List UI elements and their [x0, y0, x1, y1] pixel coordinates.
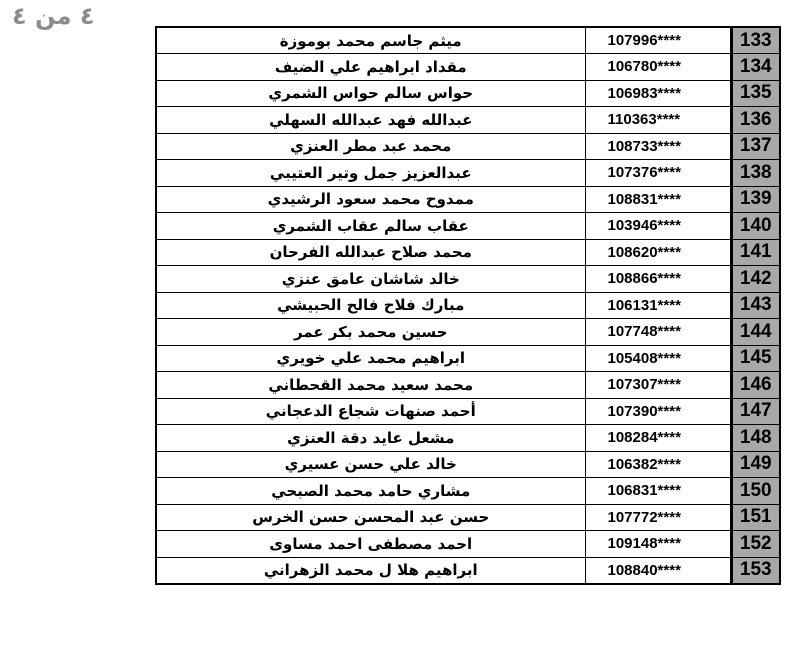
- table-row: [156, 80, 780, 107]
- table-row: [156, 345, 780, 372]
- table-row: [156, 107, 780, 134]
- masked-id-cell: 107748****: [585, 319, 731, 346]
- page-indicator: ٤ من ٤: [12, 2, 95, 30]
- serial-number-cell: 138: [731, 160, 780, 187]
- table-row: [156, 372, 780, 399]
- table-row: [156, 557, 780, 584]
- masked-id-cell: 108620****: [585, 239, 731, 266]
- serial-number-cell: 140: [731, 213, 780, 240]
- person-name-cell: مشعل عايد دقة العنزي: [156, 425, 585, 452]
- masked-id-cell: 108866****: [585, 266, 731, 293]
- person-name-cell: أحمد صنهات شجاع الدعجاني: [156, 398, 585, 425]
- masked-id-cell: 106983****: [585, 80, 731, 107]
- serial-number-cell: 137: [731, 133, 780, 160]
- masked-id-cell: 107390****: [585, 398, 731, 425]
- serial-number-cell: 144: [731, 319, 780, 346]
- person-name-cell: احمد مصطفى احمد مساوى: [156, 531, 585, 558]
- table-row: [156, 425, 780, 452]
- serial-number-cell: 142: [731, 266, 780, 293]
- person-name-cell: محمد سعيد محمد القحطاني: [156, 372, 585, 399]
- serial-number-cell: 145: [731, 345, 780, 372]
- table-row: [156, 186, 780, 213]
- serial-number-cell: 143: [731, 292, 780, 319]
- serial-number-cell: 149: [731, 451, 780, 478]
- masked-id-cell: 108831****: [585, 186, 731, 213]
- table-row: [156, 531, 780, 558]
- roster-table: [155, 26, 781, 585]
- table-row: [156, 239, 780, 266]
- person-name-cell: عقاب سالم عقاب الشمري: [156, 213, 585, 240]
- masked-id-cell: 108840****: [585, 557, 731, 584]
- serial-number-cell: 134: [731, 54, 780, 81]
- serial-number-cell: 152: [731, 531, 780, 558]
- serial-number-cell: 133: [731, 27, 780, 54]
- serial-number-cell: 141: [731, 239, 780, 266]
- person-name-cell: ممدوح محمد سعود الرشيدي: [156, 186, 585, 213]
- table-row: [156, 27, 780, 54]
- masked-id-cell: 110363****: [585, 107, 731, 134]
- table-row: [156, 451, 780, 478]
- serial-number-cell: 135: [731, 80, 780, 107]
- person-name-cell: خالد علي حسن عسيري: [156, 451, 585, 478]
- person-name-cell: ابراهيم محمد علي خويري: [156, 345, 585, 372]
- person-name-cell: مقداد ابراهيم علي الضيف: [156, 54, 585, 81]
- masked-id-cell: 107376****: [585, 160, 731, 187]
- masked-id-cell: 107772****: [585, 504, 731, 531]
- table-row: [156, 504, 780, 531]
- person-name-cell: عبدالعزيز جمل وتير العتيبي: [156, 160, 585, 187]
- masked-id-cell: 106131****: [585, 292, 731, 319]
- person-name-cell: حواس سالم حواس الشمري: [156, 80, 585, 107]
- person-name-cell: حسين محمد بكر عمر: [156, 319, 585, 346]
- table-row: [156, 133, 780, 160]
- masked-id-cell: 108284****: [585, 425, 731, 452]
- serial-number-cell: 146: [731, 372, 780, 399]
- table-row: [156, 266, 780, 293]
- masked-id-cell: 105408****: [585, 345, 731, 372]
- person-name-cell: ابراهيم هلا ل محمد الزهراني: [156, 557, 585, 584]
- serial-number-cell: 148: [731, 425, 780, 452]
- serial-number-cell: 150: [731, 478, 780, 505]
- masked-id-cell: 106780****: [585, 54, 731, 81]
- person-name-cell: حسن عبد المحسن حسن الخرس: [156, 504, 585, 531]
- masked-id-cell: 109148****: [585, 531, 731, 558]
- serial-number-cell: 151: [731, 504, 780, 531]
- masked-id-cell: 107307****: [585, 372, 731, 399]
- person-name-cell: مشاري حامد محمد الصبحي: [156, 478, 585, 505]
- masked-id-cell: 107996****: [585, 27, 731, 54]
- table-row: [156, 478, 780, 505]
- person-name-cell: محمد عبد مطر العنزي: [156, 133, 585, 160]
- masked-id-cell: 108733****: [585, 133, 731, 160]
- person-name-cell: عبدالله فهد عبدالله السهلي: [156, 107, 585, 134]
- roster-body: [156, 27, 780, 584]
- serial-number-cell: 153: [731, 557, 780, 584]
- table-row: [156, 292, 780, 319]
- person-name-cell: مبارك فلاح فالح الحبيشي: [156, 292, 585, 319]
- table-row: [156, 160, 780, 187]
- serial-number-cell: 139: [731, 186, 780, 213]
- table-row: [156, 319, 780, 346]
- person-name-cell: خالد شاشان عامق عنزي: [156, 266, 585, 293]
- table-row: [156, 398, 780, 425]
- masked-id-cell: 103946****: [585, 213, 731, 240]
- masked-id-cell: 106382****: [585, 451, 731, 478]
- person-name-cell: ميثم جاسم محمد بوموزة: [156, 27, 585, 54]
- serial-number-cell: 147: [731, 398, 780, 425]
- masked-id-cell: 106831****: [585, 478, 731, 505]
- serial-number-cell: 136: [731, 107, 780, 134]
- person-name-cell: محمد صلاح عبدالله الفرحان: [156, 239, 585, 266]
- table-row: [156, 54, 780, 81]
- table-row: [156, 213, 780, 240]
